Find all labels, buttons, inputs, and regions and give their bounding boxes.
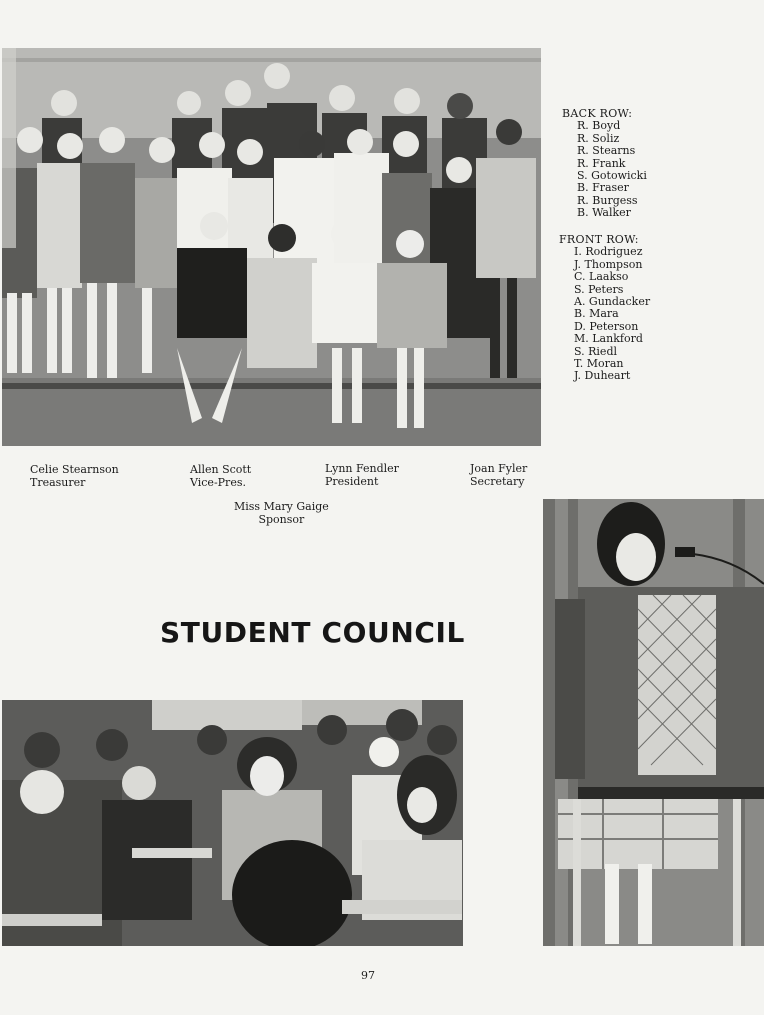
- officer-president: [325, 463, 399, 488]
- back-row-name: S. Gotowicki: [577, 169, 647, 183]
- front-row-name: S. Riedl: [574, 344, 618, 358]
- officer-sponsor: [234, 501, 329, 526]
- officer-name: Celie Stearnson: [30, 463, 119, 476]
- front-row-name: B. Mara: [574, 307, 619, 321]
- group-photo: [2, 48, 541, 446]
- front-row-name: D. Peterson: [574, 319, 639, 333]
- officer-vice-president: [190, 464, 251, 489]
- front-row-name: T. Moran: [574, 357, 624, 371]
- back-row-name: R. Frank: [577, 156, 626, 170]
- back-row-name: R. Stearns: [577, 144, 636, 158]
- classroom-photo: [2, 700, 463, 946]
- back-row-name: B. Fraser: [577, 181, 629, 195]
- roster-list: [562, 108, 647, 220]
- officer-name: Allen Scott: [190, 463, 252, 476]
- podium-photo: [543, 499, 764, 946]
- officer-name: Joan Fyler: [470, 462, 528, 475]
- front-row-name: J. Duheart: [574, 369, 631, 383]
- front-row-heading: FRONT ROW:: [559, 233, 639, 246]
- officer-role: Vice-Pres.: [190, 475, 246, 489]
- back-row-name: R. Boyd: [577, 119, 621, 133]
- officer-role: Treasurer: [30, 475, 86, 489]
- front-row-name: S. Peters: [574, 282, 624, 296]
- officer-role: President: [325, 474, 379, 488]
- officer-name: Lynn Fendler: [325, 462, 399, 475]
- front-roster-list: [559, 234, 650, 383]
- front-row-name: M. Lankford: [574, 332, 643, 346]
- front-row-name: A. Gundacker: [574, 295, 651, 309]
- officer-secretary: [470, 463, 527, 488]
- back-row-heading: BACK ROW:: [562, 107, 633, 120]
- officer-role: Sponsor: [258, 512, 305, 526]
- officer-name: Miss Mary Gaige: [234, 500, 329, 513]
- officer-role: Secretary: [470, 474, 525, 488]
- front-row-name: C. Laakso: [574, 270, 629, 284]
- page-number: 97: [361, 969, 375, 982]
- back-row-name: R. Burgess: [577, 193, 638, 207]
- back-row-name: R. Soliz: [577, 131, 620, 145]
- back-row-name: B. Walker: [577, 206, 631, 220]
- page-title: STUDENT COUNCIL: [160, 616, 465, 649]
- officer-treasurer: [30, 464, 119, 489]
- front-row-name: I. Rodriguez: [574, 245, 643, 259]
- front-row-name: J. Thompson: [574, 257, 643, 271]
